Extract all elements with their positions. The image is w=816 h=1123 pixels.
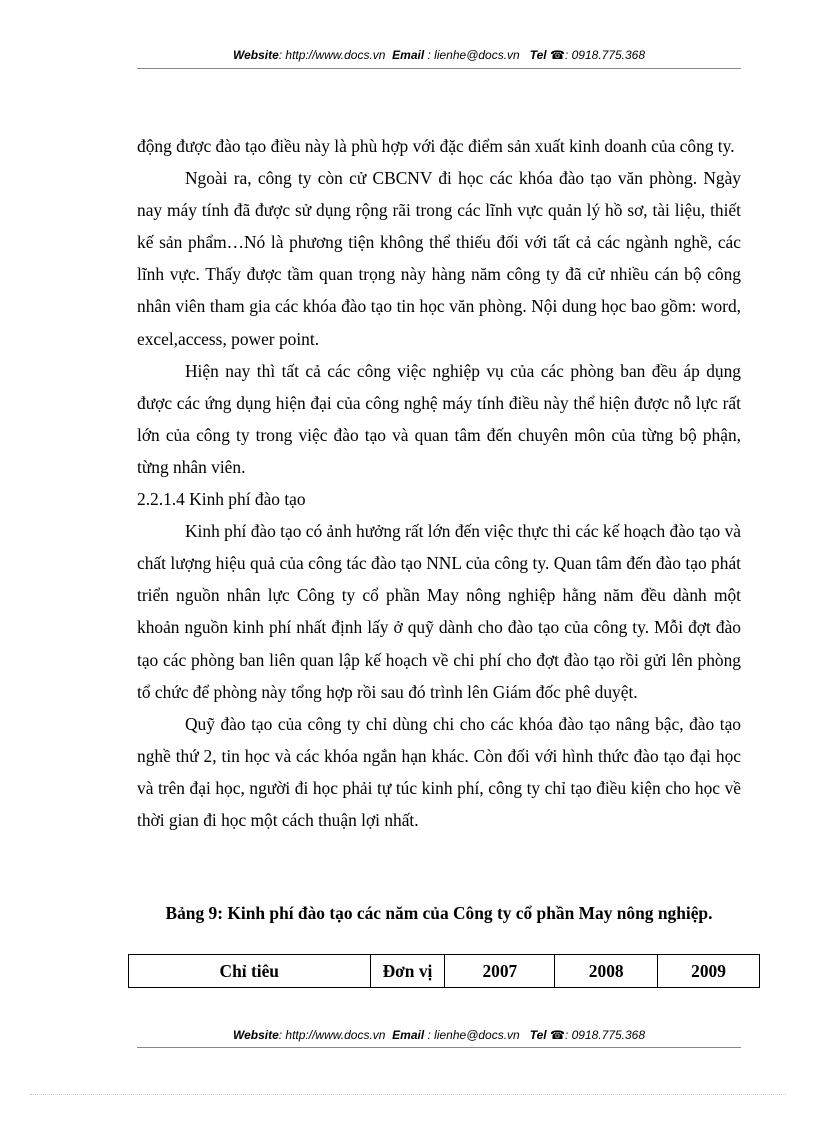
header-divider [137,68,741,69]
tel-value: : 0918.775.368 [564,48,646,62]
phone-icon: ☎ [550,1028,565,1042]
paragraph-1: động được đào tạo điều này là phù hợp với đặc điểm sản xuất kinh doanh của công ty. [137,136,735,156]
website-value[interactable]: : http://www.docs.vn [278,48,386,62]
table-header-cell: Đơn vị [370,955,445,988]
table-header-cell: 2007 [445,955,555,988]
section-heading: 2.2.1.4 Kinh phí đào tạo [137,489,306,510]
table-header-cell: Chỉ tiêu [129,955,371,988]
email-label: Email [392,48,425,62]
email-label: Email [392,1028,425,1042]
table-header-row [129,955,760,988]
website-label: Website [232,48,279,62]
tel-label: Tel [529,48,547,62]
paragraph-4: Kinh phí đào tạo có ảnh hưởng rất lớn đến việc thực thi các kế hoạch đào tạo và chất lượng hiệu quả của công tác đào tạo NNL của công ty. Quan tâm đến đào tạo phát triển nguồn nhân lực Công ty cổ phần May nông nghiệp hằng năm đều dành một khoản nguồn kinh phí nhất định lấy ở quỹ dành cho đào tạo của công ty. Mỗi đợt đào tạo các phòng ban liên quan lập kế hoạch về chi phí cho đợt đào tạo rồi gửi lên phòng tổ chức để phòng này tổng hợp rồi sau đó trình lên Giám đốc phê duyệt. [137,521,741,702]
email-value[interactable]: : lienhe@docs.vn [427,1028,520,1042]
page-header [137,48,741,62]
tel-label: Tel [529,1028,547,1042]
document-body [137,130,741,836]
table-header-cell: 2009 [658,955,760,988]
phone-icon: ☎ [550,48,565,62]
page-footer [137,1028,741,1042]
email-value[interactable]: : lienhe@docs.vn [427,48,520,62]
table-caption: Bảng 9: Kinh phí đào tạo các năm của Công ty cổ phần May nông nghiệp. [165,903,713,923]
paragraph-5: Quỹ đào tạo của công ty chỉ dùng chi cho các khóa đào tạo nâng bậc, đào tạo nghề thứ 2, tin học và các khóa ngắn hạn khác. Còn đối với hình thức đào tạo đại học và trên đại học, người đi học phải tự túc kinh phí, công ty chỉ tạo điều kiện cho học về thời gian đi học một cách thuận lợi nhất. [137,713,741,830]
website-value[interactable]: : http://www.docs.vn [278,1028,386,1042]
paragraph-3: Hiện nay thì tất cả các công việc nghiệp vụ của các phòng ban đều áp dụng được các ứng dụng hiện đại của công nghệ máy tính điều này thể hiện được nỗ lực rất lớn của công ty trong việc đào tạo và quan tâm đến chuyên môn của từng bộ phận, từng nhân viên. [137,360,741,477]
paragraph-2: Ngoài ra, công ty còn cử CBCNV đi học các khóa đào tạo văn phòng. Ngày nay máy tính đã được sử dụng rộng rãi trong các lĩnh vực quản lý hồ sơ, tài liệu, thiết kế sản phẩm…Nó là phương tiện không thể thiếu đối với tất cả các ngành nghề, các lĩnh vực. Thấy được tầm quan trọng này hàng năm công ty đã cử nhiều cán bộ công nhân viên tham gia các khóa đào tạo tin học văn phòng. Nội dung học bao gồm: word, excel,access, power point. [137,168,741,349]
table-header-cell: 2008 [555,955,658,988]
website-label: Website [232,1028,279,1042]
page-break-line [30,1094,786,1095]
tel-value: : 0918.775.368 [564,1028,646,1042]
funding-table [128,954,760,988]
footer-divider [137,1047,741,1048]
